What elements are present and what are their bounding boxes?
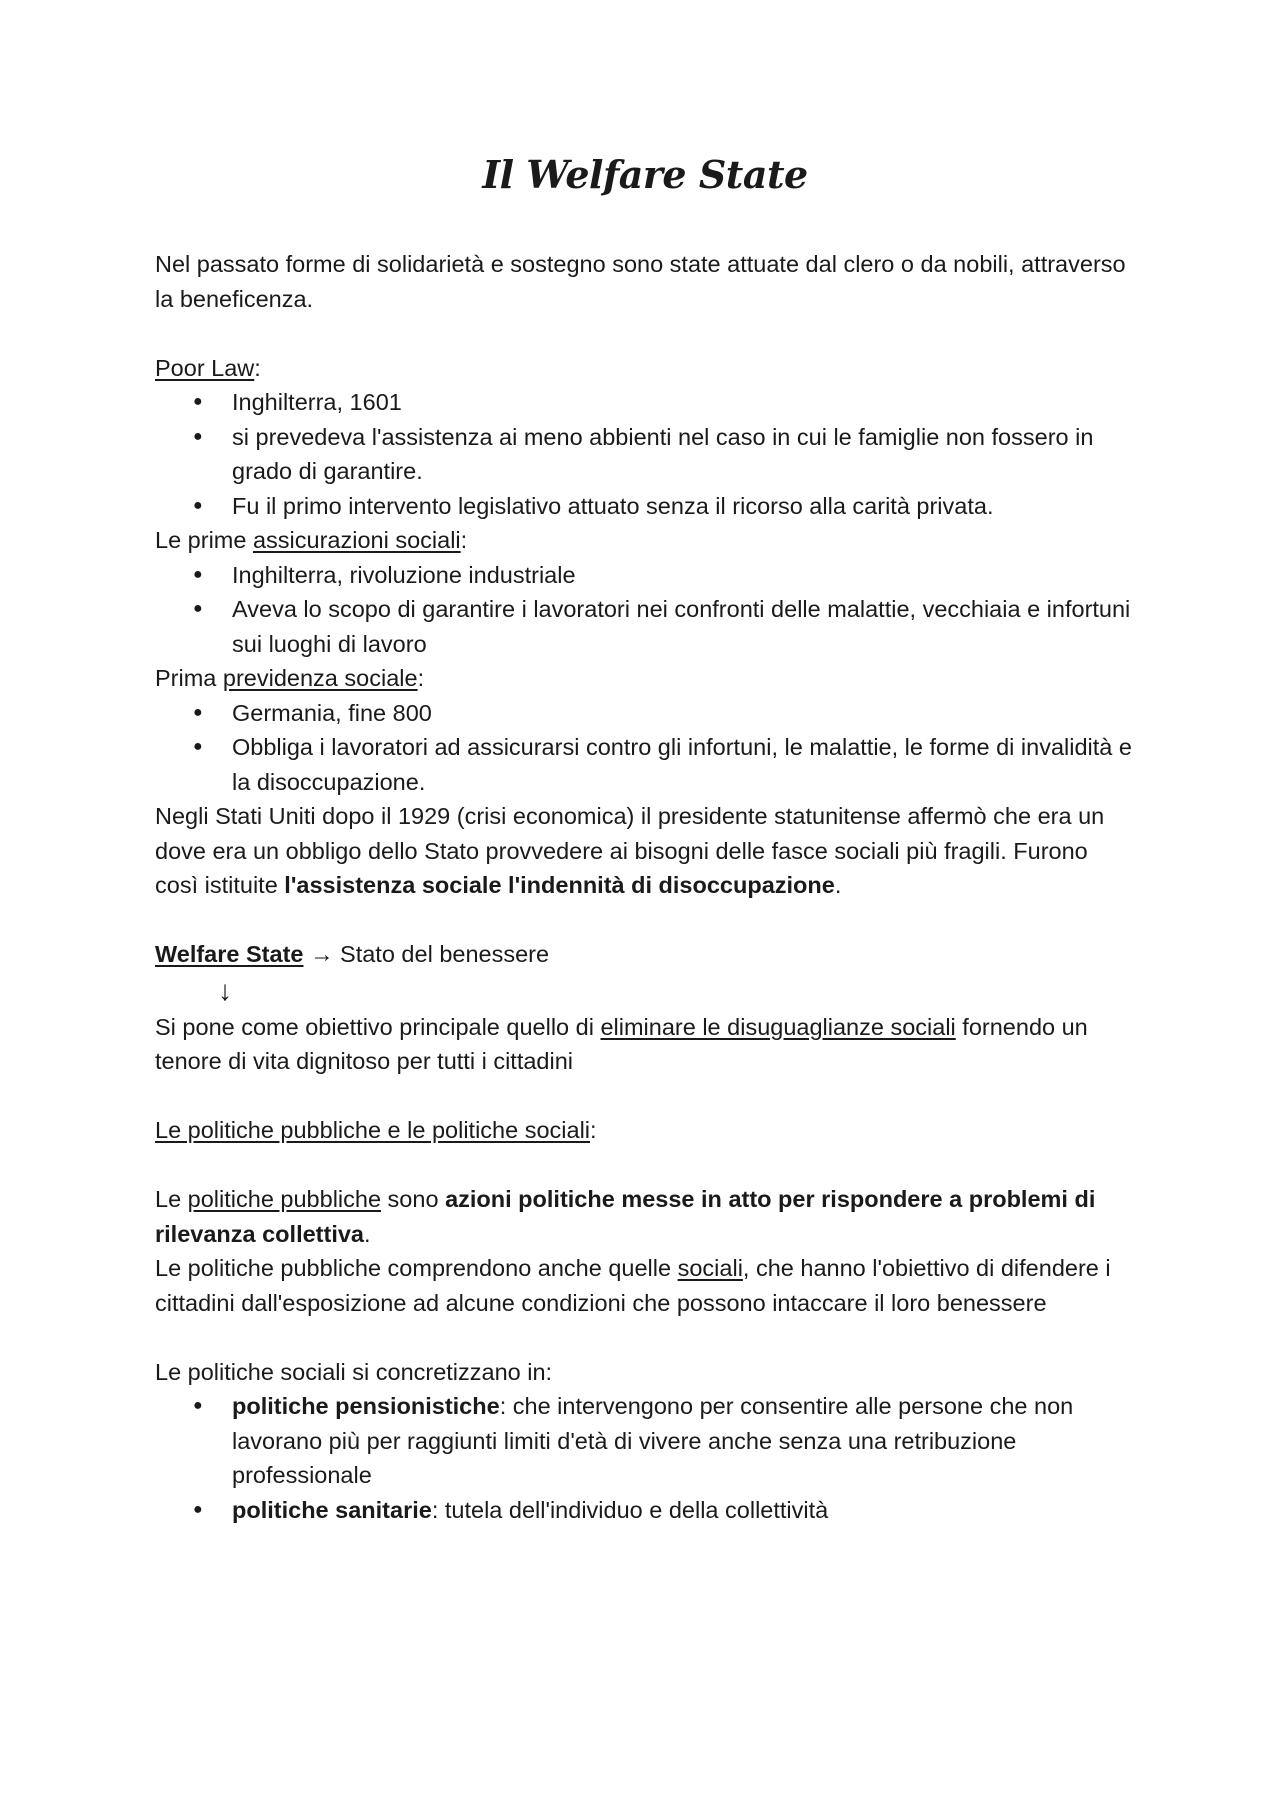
usa-paragraph: Negli Stati Uniti dopo il 1929 (crisi economica) il presidente statunitense affermò che era un dove era un obbligo dello Stato provvedere ai bisogni delle fasce sociali più fragili. Furono così istituite l'assistenza sociale l'indennità di disoccupazione.: [155, 803, 1105, 898]
welfare-title: Welfare State: [155, 941, 304, 967]
assicurazioni-title: assicurazioni sociali: [252, 527, 461, 553]
list-item: ● si prevedeva l'assistenza ai meno abbienti nel caso in cui le famiglie non fossero in grado di garantire.: [232, 420, 1135, 489]
poor-law-title: Poor Law: [155, 354, 255, 381]
usa-bold: l'assistenza sociale l'indennità di disoccupazione: [284, 872, 835, 898]
previdenza-title: previdenza sociale: [222, 665, 418, 691]
politiche-list: [155, 1389, 1135, 1527]
politiche-concretizzano: Le politiche sociali si concretizzano in:: [155, 1358, 553, 1385]
politiche-heading: Le politiche pubbliche e le politiche sociali:: [155, 1117, 597, 1143]
list-item: ● politiche pensionistiche: che intervengono per consentire alle persone che non lavorano più per raggiunti limiti d'età di vivere anche senza una retribuzione professionale: [232, 1389, 1135, 1493]
politiche-sociali-paragraph: Le politiche pubbliche comprendono anche quelle sociali, che hanno l'obiettivo di difendere i cittadini dall'esposizione ad alcune condizioni che possono intaccare il loro benessere: [155, 1255, 1111, 1316]
politiche-pubbliche-paragraph: Le politiche pubbliche sono azioni politiche messe in atto per rispondere a problemi di rilevanza collettiva.: [155, 1186, 1096, 1247]
intro-paragraph: Nel passato forme di solidarietà e sostegno sono state attuate dal clero o da nobili, attraverso la beneficenza.: [155, 251, 1126, 312]
welfare-heading: Welfare State → Stato del benessere: [155, 941, 550, 967]
spacer: [155, 1320, 1135, 1355]
document-page: [155, 145, 1135, 1527]
previdenza-heading: Prima previdenza sociale:: [155, 665, 425, 691]
welfare-goal: Si pone come obiettivo principale quello di eliminare le disuguaglianze sociali fornendo un tenore di vita dignitoso per tutti i cittadini: [155, 1013, 1088, 1074]
list-item: ● Fu il primo intervento legislativo attuato senza il ricorso alla carità privata.: [232, 489, 1135, 524]
list-item: ● politiche sanitarie: tutela dell'individuo e della collettività: [232, 1493, 1135, 1528]
assicurazioni-list: [155, 558, 1135, 662]
list-item: ● Obbliga i lavoratori ad assicurarsi contro gli infortuni, le malattie, le forme di invalidità e la disoccupazione.: [232, 730, 1135, 799]
down-arrow-icon: ↓: [218, 974, 232, 1006]
poor-law-list: [155, 385, 1135, 523]
poor-law-heading: Poor Law:: [155, 354, 261, 381]
list-item: ● Inghilterra, rivoluzione industriale: [232, 558, 1135, 593]
spacer: [155, 903, 1135, 938]
right-arrow-icon: →: [303, 941, 341, 967]
spacer: [155, 1148, 1135, 1183]
list-item: ● Inghilterra, 1601: [232, 385, 1135, 420]
page-title: Il Welfare State: [482, 152, 808, 197]
spacer: [155, 316, 1135, 351]
politiche-title: Le politiche pubbliche e le politiche sociali: [155, 1117, 591, 1143]
list-item: ● Germania, fine 800: [232, 696, 1135, 731]
spacer: [155, 1079, 1135, 1114]
assicurazioni-heading: Le prime assicurazioni sociali:: [155, 527, 468, 553]
list-item: ● Aveva lo scopo di garantire i lavoratori nei confronti delle malattie, vecchiaia e infortuni sui luoghi di lavoro: [232, 592, 1135, 661]
previdenza-list: [155, 696, 1135, 800]
